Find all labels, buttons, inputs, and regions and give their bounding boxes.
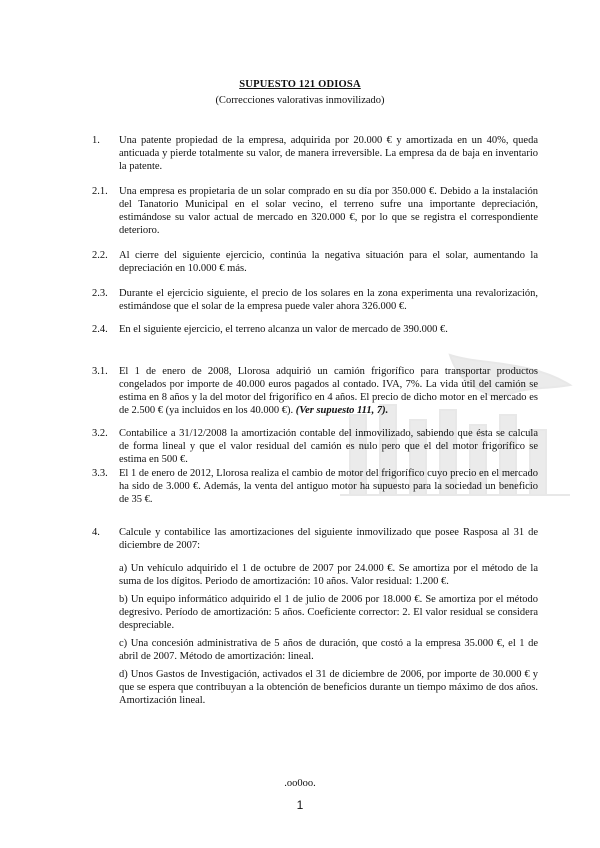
exercise-number: 3.2. [92,428,108,439]
end-mark: .oo0oo. [284,778,316,789]
exercise-text [119,365,538,417]
exercise-1 [92,134,538,173]
exercise-number: 4. [92,527,100,538]
exercise-4 [92,526,538,707]
page-number: 1 [296,798,304,812]
exercise-3-3 [92,467,538,506]
exercise-number: 3.3. [92,468,108,479]
document-title: SUPUESTO 121 ODIOSA [239,79,361,90]
exercise-text: El 1 de enero de 2012, Llorosa realiza el cambio de motor del frigorífico cuyo precio en el mercado ha sido de 3.000 €. Además, la venta del antiguo motor ha supuesto para la sociedad un beneficio de 35 €. [119,468,538,505]
subitem-c: c) Una concesión administrativa de 5 años de duración, que costó a la empresa 35.000 €, el 1 de abril de 2007. Método de amortización: lineal. [119,638,538,662]
exercise-3-2 [92,427,538,466]
subitem-a: a) Un vehículo adquirido el 1 de octubre de 2007 por 24.000 €. Se amortiza por el método de la suma de los dígitos. Periodo de amortización: 10 años. Valor residual: 1.200 €. [119,563,538,587]
exercise-text: Durante el ejercicio siguiente, el precio de los solares en la zona experimenta una revalorización, estimándose que el solar de la empresa puede valer ahora 326.000 €. [119,288,538,312]
exercise-text: En el siguiente ejercicio, el terreno alcanza un valor de mercado de 390.000 €. [119,324,448,335]
exercise-2-2 [92,249,538,275]
exercise-text: Contabilice a 31/12/2008 la amortización contable del inmovilizado, sabiendo que ésta se calcula de forma lineal y que el valor residual del camión es nulo pero que el del motor frigorífico se estima en 500 €. [119,428,538,465]
subitem-b: b) Un equipo informático adquirido el 1 de julio de 2006 por 18.000 €. Se amortiza por el método degresivo. Período de amortización: 5 años. Coeficiente corrector: 2. El valor residual se considera despreciable. [119,594,538,631]
exercise-number: 1. [92,135,100,146]
exercise-number: 2.2. [92,250,108,261]
exercise-text: Una patente propiedad de la empresa, adquirida por 20.000 € y amortizada en un 40%, queda anticuada y pierde totalmente su valor, de manera irreversible. La empresa da de baja en inventario la patente. [119,135,538,172]
exercise-3-1 [92,365,538,417]
exercise-number: 2.4. [92,324,108,335]
exercise-number: 3.1. [92,366,108,377]
exercise-2-1 [92,185,538,237]
exercise-text: Al cierre del siguiente ejercicio, continúa la negativa situación para el solar, aumentando la depreciación en 10.000 € más. [119,250,538,274]
exercise-number: 2.1. [92,186,108,197]
exercise-body: El 1 de enero de 2008, Llorosa adquirió un camión frigorífico para transportar productos congelados por importe de 40.000 euros pagados al contado. IVA, 7%. La vida útil del camión se estima en 8 años y la del motor del frigorífico en 4 años. El precio de dicho motor en el mercado es de 2.500 € (ya incluidos en los 40.000 €). [119,366,538,416]
exercise-text: Una empresa es propietaria de un solar comprado en su día por 350.000 €. Debido a la instalación del Tanatorio Municipal en el solar vecino, el terreno sufre una importante depreciación, estimándose su valor actual de mercado en 320.000 €, por lo que se registra el correspondiente deterioro. [119,186,538,236]
cross-reference: (Ver supuesto 111, 7). [295,405,389,416]
exercise-number: 2.3. [92,288,108,299]
document-subtitle: (Correcciones valorativas inmovilizado) [215,95,385,106]
exercise-intro: Calcule y contabilice las amortizaciones del siguiente inmovilizado que posee Rasposa al 31 de diciembre de 2007: [119,527,538,551]
exercise-2-4 [92,323,538,336]
subitem-d: d) Unos Gastos de Investigación, activados el 31 de diciembre de 2006, por importe de 30.000 € y que se espera que contribuyan a la obtención de beneficios durante un tiempo máximo de dos años. Amortización lineal. [119,669,538,706]
exercise-text [119,526,538,707]
exercise-2-3 [92,287,538,313]
